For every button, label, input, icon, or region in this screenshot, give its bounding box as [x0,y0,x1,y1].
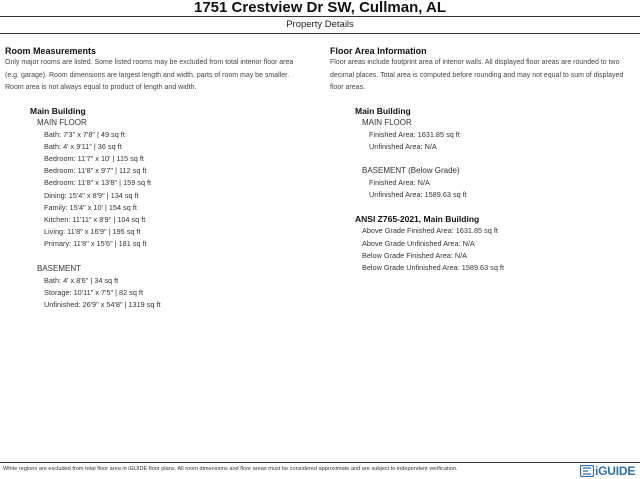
area-item: Finished Area: N/A [369,177,430,187]
ansi-item: Above Grade Unfinished Area: N/A [362,238,475,248]
room-building-block [30,105,315,312]
room-measurements-section [5,45,315,311]
room-item: Primary: 11'8" x 15'6" | 181 sq ft [44,239,147,249]
floor-label: MAIN FLOOR [362,117,412,127]
room-item: Unfinished: 26'9" x 54'8" | 1319 sq ft [44,299,161,309]
floor-label: MAIN FLOOR [37,117,87,127]
room-item: Bath: 7'3" x 7'8" | 49 sq ft [44,129,125,139]
room-item: Kitchen: 11'11" x 8'9" | 104 sq ft [44,214,146,224]
ansi-heading: ANSI Z765-2021, Main Building [355,214,480,225]
room-note-line: Room area is not always equal to product of length and width. [5,84,197,91]
room-item: Bath: 4' x 8'6" | 34 sq ft [44,275,119,285]
building-heading: Main Building [30,105,86,116]
area-note-line: floor areas. [330,84,366,91]
iguide-logo [580,464,635,478]
iguide-logo-text: iGUIDE [595,464,636,478]
room-item: Living: 11'8" x 16'9" | 195 sq ft [44,227,141,237]
room-measurements-heading: Room Measurements [5,46,97,56]
area-building-block [355,105,638,275]
area-item: Unfinished Area: 1589.63 sq ft [369,190,467,200]
room-item: Storage: 10'11" x 7'5" | 82 sq ft [44,287,143,297]
area-item: Finished Area: 1631.85 sq ft [369,129,460,139]
floor-area-section [330,45,638,274]
page-subtitle: Property Details [286,19,354,30]
room-item: Bedroom: 11'8" x 13'8" | 159 sq ft [44,178,152,188]
room-item: Dining: 15'4" x 8'9" | 134 sq ft [44,190,139,200]
footer-divider [0,462,640,463]
footer-disclaimer: White regions are excluded from total floor area in iGUIDE floor plans. All room dimensions and floor areas must be considered approximate and are subject to independent verification. [3,466,458,472]
room-item: Bath: 4' x 9'11" | 36 sq ft [44,141,122,151]
room-item: Bedroom: 11'7" x 10' | 115 sq ft [44,153,144,163]
area-note-line: Floor areas include footprint area of interior walls. All displayed floor areas are rounded to two [330,59,620,66]
page-title: 1751 Crestview Dr SW, Cullman, AL [193,0,447,16]
area-note-line: decimal places. Total area is computed before rounding and may not equal to sum of displayed [330,71,624,79]
room-note-line: Only major rooms are listed. Some listed rooms may be excluded from total interior floor area [5,59,294,66]
iguide-logo-icon [580,465,594,477]
building-heading: Main Building [355,105,411,116]
room-note-line: (e.g. garage). Room dimensions are largest length and width, parts of room may be smaller. [5,71,290,79]
title-divider [0,16,640,17]
ansi-item: Below Grade Unfinished Area: 1589.63 sq ft [362,262,504,272]
floor-label: BASEMENT (Below Grade) [362,165,460,175]
subtitle-divider [0,33,640,34]
room-item: Family: 15'4" x 10' | 154 sq ft [44,202,137,212]
ansi-item: Above Grade Finished Area: 1631.85 sq ft [362,226,498,236]
area-item: Unfinished Area: N/A [369,141,437,151]
room-item: Bedroom: 11'8" x 9'7" | 112 sq ft [44,166,147,176]
floor-label: BASEMENT [37,263,82,273]
ansi-item: Below Grade Finished Area: N/A [362,250,468,260]
floor-area-heading: Floor Area Information [330,46,427,56]
